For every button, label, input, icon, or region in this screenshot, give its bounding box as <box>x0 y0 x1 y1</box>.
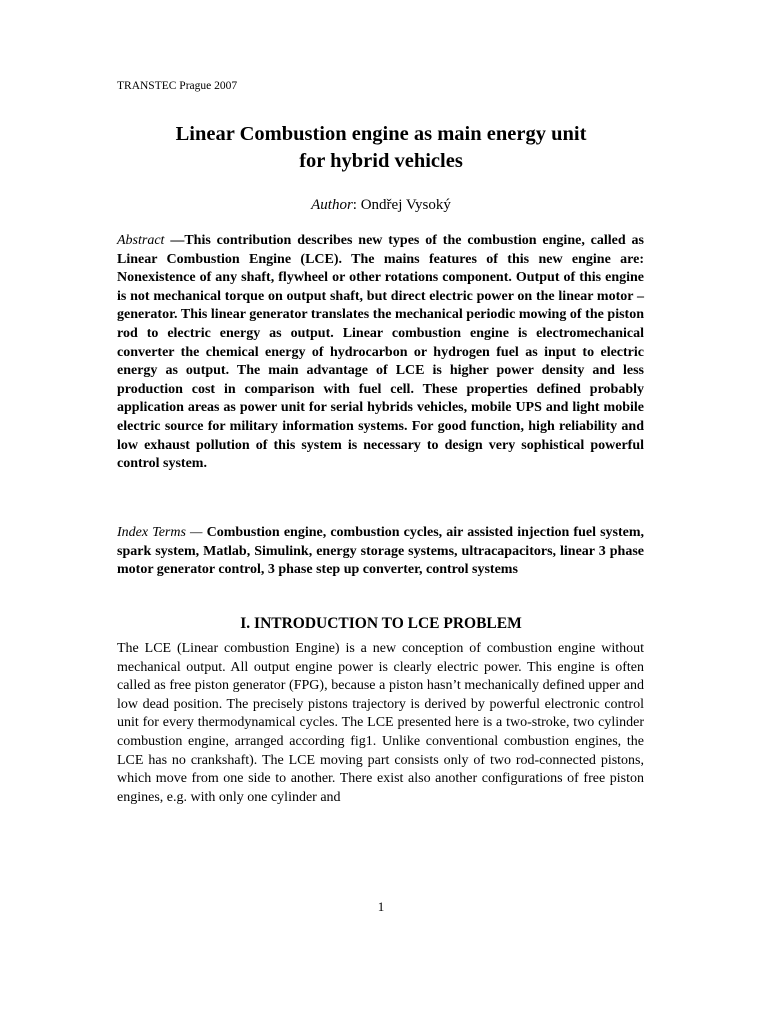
conference-header: TRANSTEC Prague 2007 <box>117 80 238 92</box>
index-terms-paragraph <box>117 524 644 580</box>
abstract-dash: — <box>164 233 185 248</box>
author-name: Ondřej Vysoký <box>360 197 451 213</box>
author-label: Author <box>311 197 353 213</box>
author-separator: : <box>352 197 361 213</box>
paper-title-line-1: Linear Combustion engine as main energy unit <box>175 123 587 145</box>
author-line <box>117 196 645 214</box>
paper-title-line-2: for hybrid vehicles <box>299 150 463 172</box>
section-body-paragraph: The LCE (Linear combustion Engine) is a new conception of combustion engine without mechanical output. All output engine power is clearly electric power. This engine is often called as free piston generator (FPG), because a piston hasn’t mechanically defined upper and low dead position. The precisely pistons trajectory is derived by powerful electronic control unit for every thermodynamical cycles. The LCE presented here is a two-stroke, two cylinder combustion engine, arranged according fig1. Unlike conventional combustion engines, the LCE has no crankshaft). The LCE moving part consists only of two rod-connected pistons, which move from one side to another. There exist also another configurations of free piston engines, e.g. with only one cylinder and <box>117 641 644 805</box>
index-terms-label: Index Terms — <box>117 525 203 540</box>
section-heading: I. INTRODUCTION TO LCE PROBLEM <box>240 615 522 632</box>
page-number: 1 <box>377 899 385 914</box>
abstract-paragraph <box>117 232 644 474</box>
index-terms-text: Combustion engine, combustion cycles, air assisted injection fuel system, spark system, Matlab, Simulink, energy storage systems, ultracapacitors, linear 3 phase motor generator control, 3 phase step up converter, control systems <box>117 525 645 578</box>
abstract-label: Abstract <box>117 233 165 248</box>
paper-title <box>117 121 645 175</box>
abstract-text: This contribution describes new types of the combustion engine, called as Linear Combustion Engine (LCE). The mains features of this new engine are: Nonexistence of any shaft, flywheel or other rotations component. Output of this engine is not mechanical torque on output shaft, but direct electric power on the linear motor – generator. This linear generator translates the mechanical periodic mowing of the piston rod to electric energy as output. Linear combustion engine is electromechanical converter the chemical energy of hydrocarbon or hydrogen fuel as input to electric energy as output. The main advantage of LCE is higher power density and less production cost in comparison with fuel cell. These properties defined probably application areas as power unit for serial hybrids vehicles, mobile UPS and light mobile electric source for military information systems. For good function, high reliability and low exhaust pollution of this system is necessary to design very sophistical powerful control system. <box>117 233 644 472</box>
